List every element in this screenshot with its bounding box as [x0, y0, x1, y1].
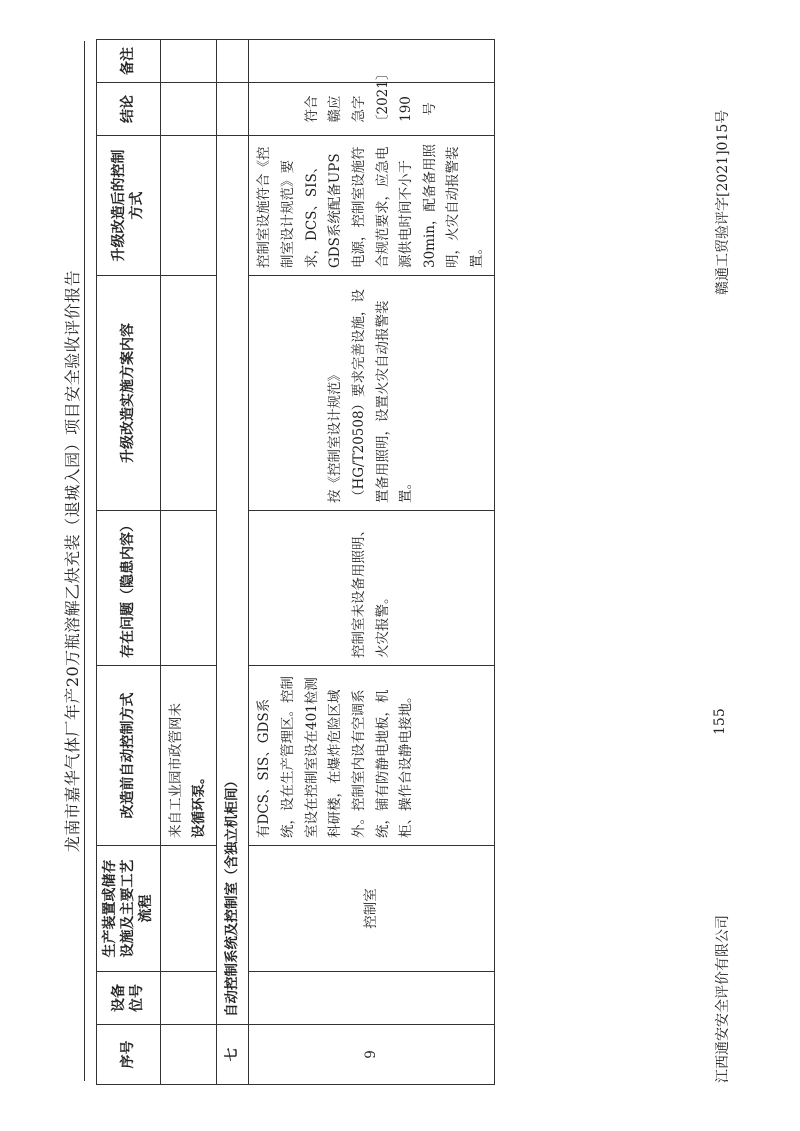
- cell: [160, 972, 216, 1025]
- cell: [160, 40, 216, 83]
- continued-row: [160, 40, 216, 1085]
- row9-plan: 按《控制室设计规范》（HG/T20508）要求完善设施，设置备用照明，设置火灾自动报警装置。: [249, 276, 494, 511]
- section-number: 七: [216, 1025, 249, 1085]
- row9-conclusion: 符合赣应急字〔2021〕190号: [249, 83, 494, 136]
- before-continued-bold: 设循环泵。: [191, 770, 208, 838]
- table-row-9: [249, 40, 494, 1085]
- col-after: 升级改造后的控制方式: [97, 136, 161, 276]
- cell: [160, 1025, 216, 1085]
- col-seq: 序号: [97, 1025, 161, 1085]
- report-header: 龙南市嘉华气体厂年产20万瓶溶解乙炔充装（退城入园）项目安全验收评价报告: [63, 269, 82, 853]
- row9-before: 有DCS、SIS、GDS系统，设在生产管理区。控制室设在控制室设在401检测科研楼，在爆炸危险区域外。控制室内设有空调系统，铺有防静电地板，机柜、操作台设静电接地。: [249, 666, 494, 846]
- footer-company: 江西通安安全评价有限公司: [715, 915, 731, 1083]
- footer-page-number: 155: [712, 708, 728, 735]
- col-facility: 生产装置或储存设施及主要工艺流程: [97, 846, 161, 972]
- cell-before-continued: [160, 666, 216, 846]
- row9-after: 控制室设施符合《控制室设计规范》要求，DCS、SIS、GDS系统配备UPS电源，控制室设施符合规范要求，应急电源供电时间不小于30min，配备备用照明，火灾自动报警装置。: [249, 136, 494, 276]
- col-before: 改造前自动控制方式: [97, 666, 161, 846]
- col-problem: 存在问题（隐患内容）: [97, 511, 161, 666]
- header-row: [97, 40, 161, 1085]
- row9-problem: 控制室未设备用照明、火灾报警。: [249, 511, 494, 666]
- section-row: [216, 40, 249, 1085]
- col-conclusion: 结论: [97, 83, 161, 136]
- row9-seq: 9: [249, 1025, 494, 1085]
- cell: [160, 511, 216, 666]
- row9-device-no: [249, 972, 494, 1025]
- col-device-no: 设备位号: [97, 972, 161, 1025]
- cell: [160, 846, 216, 972]
- cell: [160, 276, 216, 511]
- inspection-table: [96, 39, 495, 1085]
- col-plan: 升级改造实施方案内容: [97, 276, 161, 511]
- cell: [160, 83, 216, 136]
- cell: [216, 40, 249, 83]
- col-remark: 备注: [97, 40, 161, 83]
- row9-facility: 控制室: [249, 846, 494, 972]
- before-continued-text: 来自工业园市政管网未: [167, 703, 184, 838]
- cell: [160, 136, 216, 276]
- header-rule: [84, 41, 85, 1081]
- cell: [216, 83, 249, 136]
- footer-doc-number: 赣通工贸验评字[2021]015号: [715, 109, 731, 295]
- section-title: 自动控制系统及控制室（含独立机柜间）: [216, 136, 249, 1025]
